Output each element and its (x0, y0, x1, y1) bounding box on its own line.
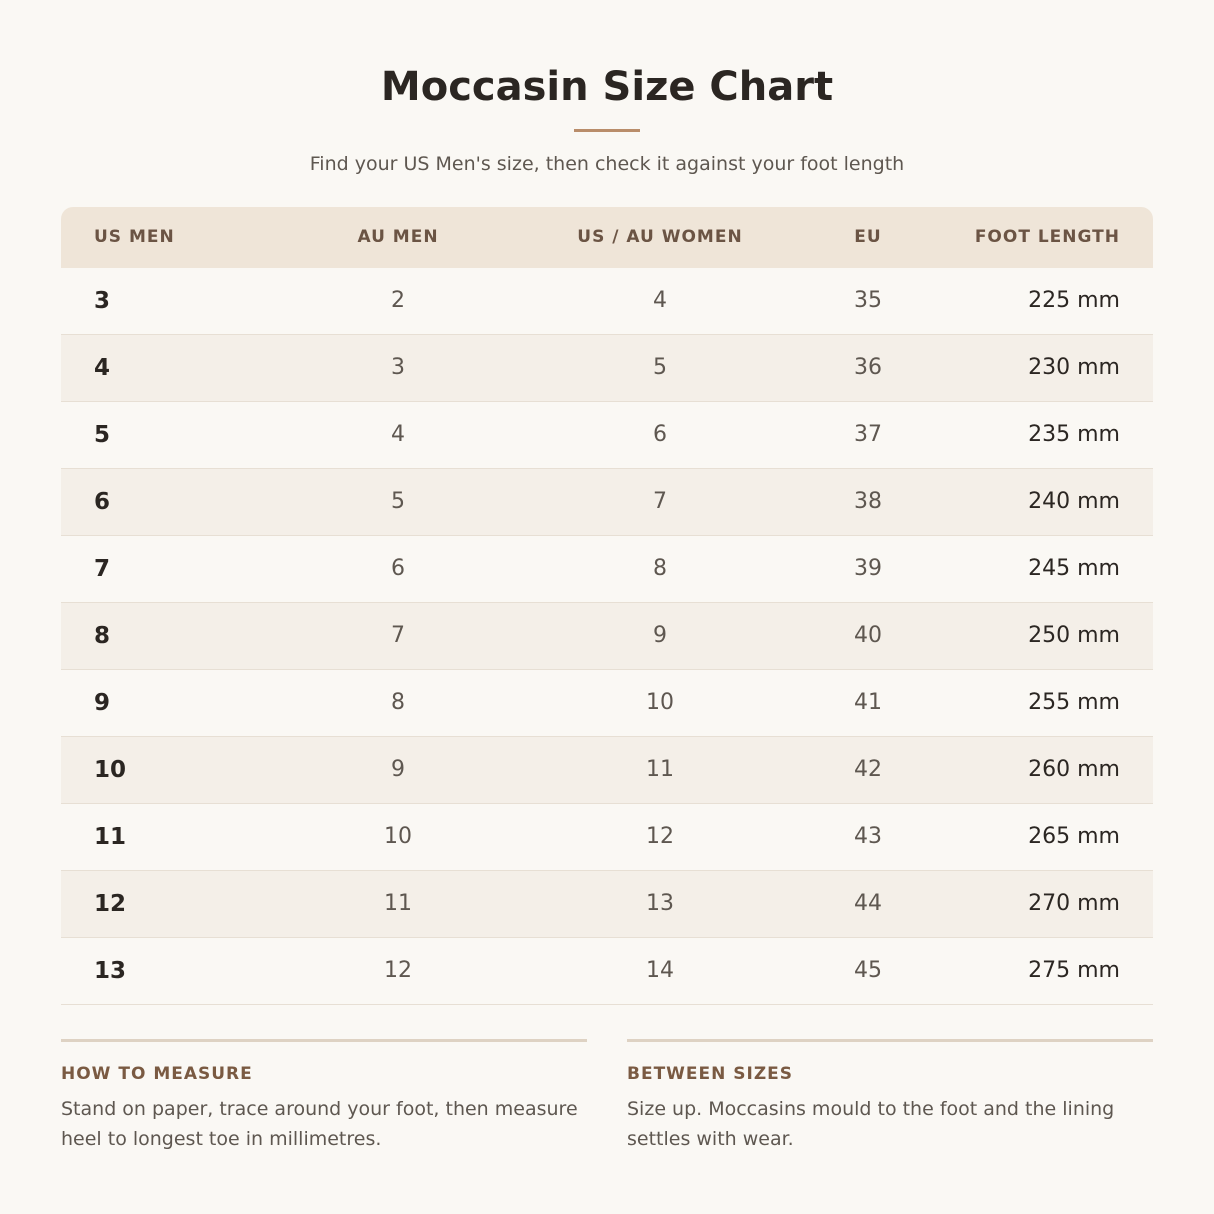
table-row (61, 268, 1153, 335)
table-row (61, 938, 1153, 1005)
cell-eu: 44 (854, 891, 882, 916)
cell-foot-length: 230 mm (1028, 355, 1120, 380)
cell-eu: 41 (854, 690, 882, 715)
cell-us-au-women: 5 (653, 355, 667, 380)
cell-us-men: 13 (94, 958, 127, 984)
note-body: Stand on paper, trace around your foot, then measure heel to longest toe in millimetres. (61, 1098, 578, 1150)
cell-au-men: 2 (391, 288, 405, 313)
title-divider (574, 129, 640, 132)
cell-foot-length: 255 mm (1028, 690, 1120, 715)
cell-au-men: 5 (391, 489, 405, 514)
cell-au-men: 4 (391, 422, 405, 447)
cell-eu: 36 (854, 355, 882, 380)
cell-us-au-women: 12 (646, 824, 674, 849)
note-heading: HOW TO MEASURE (61, 1064, 253, 1084)
cell-eu: 43 (854, 824, 882, 849)
page-title: Moccasin Size Chart (380, 64, 834, 110)
cell-eu: 42 (854, 757, 882, 782)
cell-foot-length: 275 mm (1028, 958, 1120, 983)
cell-au-men: 12 (384, 958, 412, 983)
cell-foot-length: 225 mm (1028, 288, 1120, 313)
note-how-to-measure (61, 1039, 587, 1154)
cell-au-men: 7 (391, 623, 405, 648)
cell-us-au-women: 9 (653, 623, 667, 648)
note-between-sizes (627, 1039, 1153, 1154)
cell-foot-length: 270 mm (1028, 891, 1120, 916)
page-subtitle: Find your US Men's size, then check it against your foot length (309, 153, 905, 175)
table-row (61, 871, 1153, 938)
cell-us-au-women: 14 (646, 958, 674, 983)
table-row (61, 737, 1153, 804)
cell-us-men: 11 (94, 824, 127, 850)
cell-us-men: 10 (94, 757, 127, 783)
cell-us-au-women: 7 (653, 489, 667, 514)
column-header-foot-length: FOOT LENGTH (974, 227, 1120, 247)
cell-us-men: 12 (94, 891, 127, 917)
cell-us-au-women: 6 (653, 422, 667, 447)
column-header-us-men: US MEN (94, 227, 175, 247)
cell-us-au-women: 10 (646, 690, 674, 715)
cell-foot-length: 250 mm (1028, 623, 1120, 648)
cell-us-men: 6 (94, 489, 111, 515)
column-header-us-au-women: US / AU WOMEN (577, 227, 743, 247)
cell-eu: 45 (854, 958, 882, 983)
cell-us-au-women: 13 (646, 891, 674, 916)
table-row (61, 402, 1153, 469)
column-header-eu: EU (854, 227, 882, 247)
table-row (61, 536, 1153, 603)
cell-eu: 37 (854, 422, 882, 447)
cell-foot-length: 265 mm (1028, 824, 1120, 849)
cell-foot-length: 260 mm (1028, 757, 1120, 782)
table-header (61, 207, 1153, 268)
column-header-au-men: AU MEN (357, 227, 439, 247)
cell-foot-length: 235 mm (1028, 422, 1120, 447)
cell-foot-length: 240 mm (1028, 489, 1120, 514)
cell-au-men: 9 (391, 757, 405, 782)
cell-us-men: 7 (94, 556, 111, 582)
cell-au-men: 11 (384, 891, 412, 916)
table-row (61, 603, 1153, 670)
note-body: Size up. Moccasins mould to the foot and the lining settles with wear. (627, 1098, 1115, 1150)
table-row (61, 670, 1153, 737)
cell-eu: 40 (854, 623, 882, 648)
note-heading: BETWEEN SIZES (627, 1064, 794, 1084)
table-row (61, 335, 1153, 402)
cell-us-au-women: 8 (653, 556, 667, 581)
cell-us-au-women: 11 (646, 757, 674, 782)
cell-au-men: 8 (391, 690, 405, 715)
cell-us-au-women: 4 (653, 288, 667, 313)
cell-eu: 38 (854, 489, 882, 514)
size-table (61, 207, 1153, 1005)
cell-us-men: 8 (94, 623, 111, 649)
table-row (61, 469, 1153, 536)
cell-us-men: 5 (94, 422, 111, 448)
cell-eu: 35 (854, 288, 882, 313)
cell-au-men: 10 (384, 824, 412, 849)
cell-au-men: 3 (391, 355, 405, 380)
cell-us-men: 9 (94, 690, 111, 716)
cell-au-men: 6 (391, 556, 405, 581)
cell-eu: 39 (854, 556, 882, 581)
cell-us-men: 3 (94, 288, 111, 314)
cell-us-men: 4 (94, 355, 111, 381)
cell-foot-length: 245 mm (1028, 556, 1120, 581)
table-row (61, 804, 1153, 871)
